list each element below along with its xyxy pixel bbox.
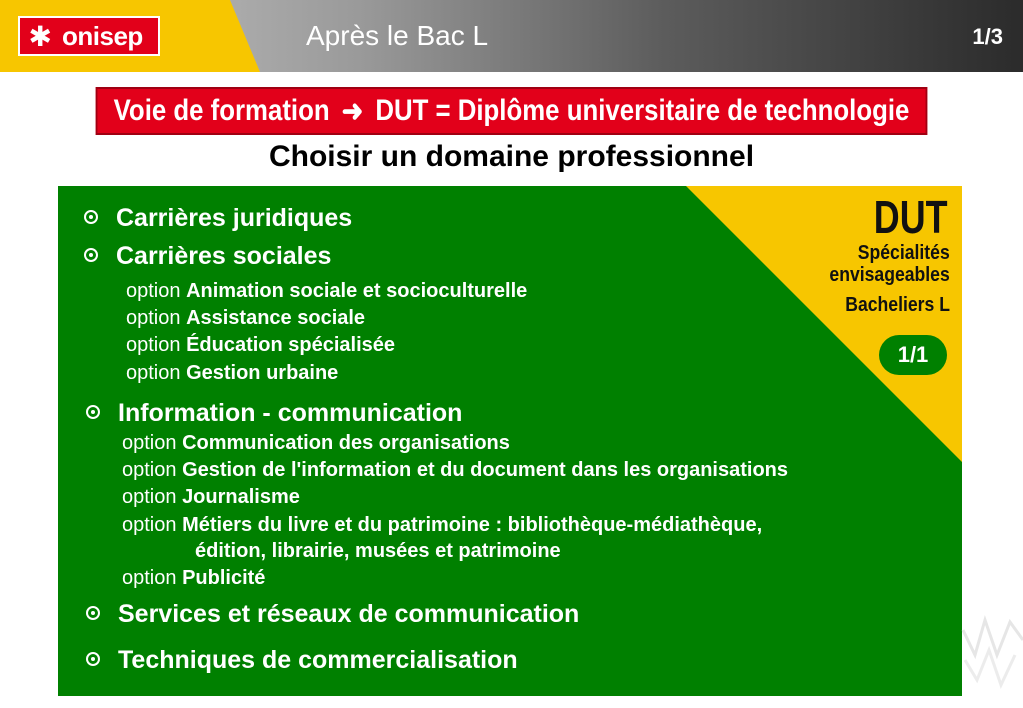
option-item: option Animation sociale et socioculturelle bbox=[126, 280, 528, 302]
target-bullet-icon bbox=[86, 652, 100, 666]
onisep-logo[interactable] bbox=[18, 16, 160, 56]
option-continuation: édition, librairie, musées et patrimoine bbox=[195, 540, 561, 562]
list-item: Information - communication bbox=[86, 399, 462, 428]
page-title: Après le Bac L bbox=[306, 20, 489, 51]
option-item: option Gestion de l'information et du document dans les organisations bbox=[122, 459, 788, 481]
subtitle: Choisir un domaine professionnel bbox=[268, 140, 755, 173]
section-banner bbox=[96, 87, 928, 135]
corner-audience: Bacheliers L bbox=[845, 294, 950, 316]
page-number: 1/3 bbox=[972, 24, 1003, 49]
corner-dut: DUT bbox=[874, 191, 948, 243]
decorative-lines-icon bbox=[955, 600, 1023, 700]
page-badge: 1/1 bbox=[879, 335, 947, 375]
list-item: Carrières sociales bbox=[84, 242, 331, 271]
header-bar bbox=[0, 0, 1023, 72]
target-bullet-icon bbox=[84, 248, 98, 262]
option-item: option Gestion urbaine bbox=[126, 362, 339, 384]
list-item: Carrières juridiques bbox=[84, 204, 352, 233]
spec-line-1: Spécialités bbox=[858, 242, 950, 264]
list-item: Services et réseaux de communication bbox=[86, 600, 579, 629]
asterisk-icon: ✱ bbox=[28, 19, 52, 53]
target-bullet-icon bbox=[86, 606, 100, 620]
banner-left: Voie de formation bbox=[113, 94, 330, 127]
spec-line-2: envisageables bbox=[829, 264, 950, 286]
list-item: Techniques de commercialisation bbox=[86, 646, 518, 675]
option-item: option Journalisme bbox=[122, 486, 300, 508]
corner-specialites bbox=[830, 242, 950, 286]
content-panel bbox=[58, 186, 962, 696]
option-item: option Assistance sociale bbox=[126, 307, 366, 329]
target-bullet-icon bbox=[86, 405, 100, 419]
option-item: option Publicité bbox=[122, 567, 266, 589]
option-item: option Métiers du livre et du patrimoine : bibliothèque-médiathèque, bbox=[122, 514, 763, 536]
target-bullet-icon bbox=[84, 210, 98, 224]
option-item: option Éducation spécialisée bbox=[126, 334, 396, 356]
banner-right: DUT = Diplôme universitaire de technologie bbox=[375, 94, 910, 127]
option-item: option Communication des organisations bbox=[122, 432, 510, 454]
arrow-right-icon: ➜ bbox=[341, 94, 364, 128]
logo-text: onisep bbox=[62, 20, 143, 51]
